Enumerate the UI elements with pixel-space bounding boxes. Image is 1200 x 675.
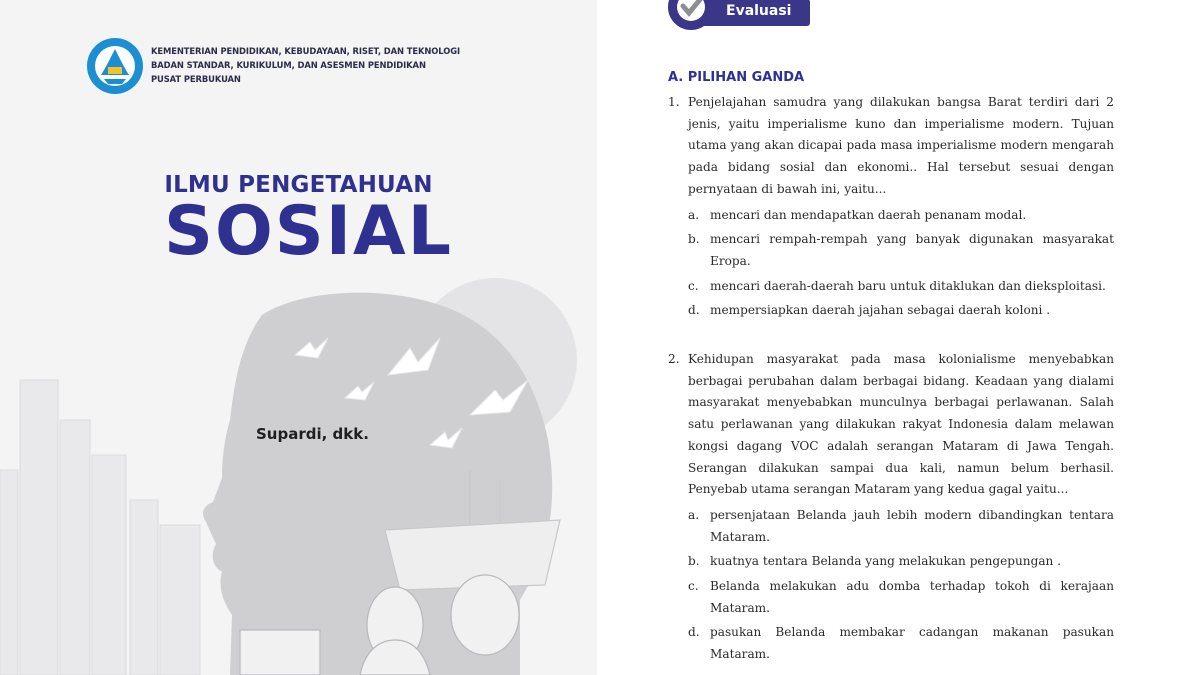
question-2 <box>668 349 1114 669</box>
answer-option[interactable] <box>688 300 1114 322</box>
book-cover <box>0 0 597 675</box>
option-letter: d. <box>688 625 700 640</box>
option-text: mencari rempah-rempah yang banyak digunakan masyarakat Eropa. <box>710 232 1114 268</box>
book-title-main: SOSIAL <box>163 192 453 271</box>
city-skyline <box>0 380 200 675</box>
option-text: pasukan Belanda membakar cadangan makanan pasukan Mataram. <box>710 625 1114 662</box>
book-author: Supardi, dkk. <box>256 425 369 443</box>
option-letter: d. <box>688 303 700 318</box>
page-gutter <box>597 0 609 675</box>
book-title-top: ILMU PENGETAHUAN <box>164 172 433 198</box>
answer-options <box>688 205 1114 323</box>
option-letter: a. <box>688 207 700 222</box>
ministry-line: BADAN STANDAR, KURIKULUM, DAN ASESMEN PENDIDIKAN <box>151 60 426 71</box>
answer-options <box>688 505 1114 666</box>
option-text: mencari daerah-daerah baru untuk ditaklukan dan dieksploitasi. <box>710 278 1106 293</box>
ministry-header <box>86 37 460 95</box>
answer-option[interactable] <box>688 505 1114 548</box>
answer-option[interactable] <box>688 229 1114 272</box>
option-text: Belanda melakukan adu domba terhadap tokoh di kerajaan Mataram. <box>710 579 1114 615</box>
ministry-text <box>151 45 460 86</box>
question-text: Kehidupan masyarakat pada masa kolonialisme menyebabkan berbagai perubahan dalam berbagai bidang. Keadaan yang dialami masyarakat menyebabkan munculnya berbagai perlawanan. Salah satu perlawanan yang dilakukan rakyat Indonesia dalam melawan kongsi dagang VOC adalah serangan Mataram di Jawa Tengah. Serangan dilakukan sampai dua kali, namun belum berhasil. Penyebab utama serangan Mataram yang kedua gagal yaitu... <box>688 352 1114 497</box>
option-text: persenjataan Belanda jauh lebih modern dibandingkan tentara Mataram. <box>710 507 1114 544</box>
option-letter: b. <box>688 554 700 569</box>
evaluation-badge <box>668 0 818 36</box>
section-title: A. PILIHAN GANDA <box>668 70 805 85</box>
cover-illustration <box>0 0 597 675</box>
option-letter: b. <box>688 232 700 247</box>
ministry-line: PUSAT PERBUKUAN <box>151 73 241 84</box>
option-letter: c. <box>688 278 699 293</box>
question-text: Penjelajahan samudra yang dilakukan bangsa Barat terdiri dari 2 jenis, yaitu imperialisme kuno dan imperialisme modern. Tujuan utama yang akan dicapai pada masa imperialisme modern mengarah pada bidang sosial dan ekonomi.. Hal tersebut sesuai dengan pernyataan di bawah ini, yaitu... <box>688 95 1114 196</box>
question-number: 2. <box>668 352 680 366</box>
option-letter: c. <box>688 579 699 594</box>
option-text: mencari dan mendapatkan daerah penanam modal. <box>710 207 1027 222</box>
ministry-line: KEMENTERIAN PENDIDIKAN, KEBUDAYAAN, RISET, DAN TEKNOLOGI <box>151 46 461 57</box>
answer-option[interactable] <box>688 276 1114 298</box>
question-number: 1. <box>668 95 680 109</box>
question-1 <box>668 92 1114 325</box>
tut-wuri-handayani-logo <box>86 37 144 95</box>
evaluation-page <box>609 0 1200 675</box>
answer-option[interactable] <box>688 576 1114 619</box>
answer-option[interactable] <box>688 622 1114 665</box>
option-letter: a. <box>688 507 700 522</box>
evaluation-label: Evaluasi <box>726 3 792 19</box>
answer-option[interactable] <box>688 205 1114 227</box>
answer-option[interactable] <box>688 551 1114 573</box>
option-text: kuatnya tentara Belanda yang melakukan pengepungan . <box>710 554 1062 569</box>
option-text: mempersiapkan daerah jajahan sebagai daerah koloni . <box>710 303 1051 318</box>
